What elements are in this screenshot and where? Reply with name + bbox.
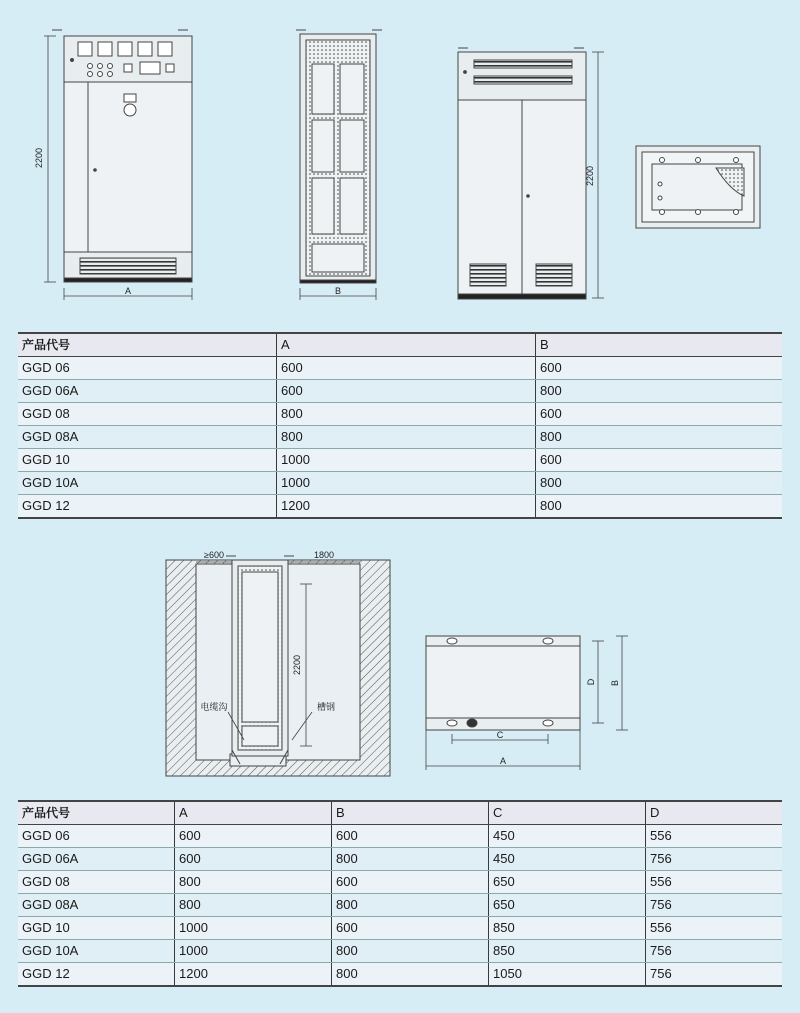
table-row xyxy=(18,495,782,519)
table-row xyxy=(18,449,782,472)
table-row xyxy=(18,380,782,403)
cell-c: 650 xyxy=(489,871,646,894)
front-view xyxy=(52,30,192,282)
dimension-table-abcd xyxy=(18,800,782,987)
cell-b: 600 xyxy=(536,357,783,380)
cell-product-code: GGD 08A xyxy=(18,426,277,449)
cell-b: 600 xyxy=(332,917,489,940)
dim-c-label: C xyxy=(496,730,504,740)
cell-product-code: GGD 08A xyxy=(18,894,175,917)
table-row xyxy=(18,871,782,894)
header-d: D xyxy=(646,801,783,825)
cell-product-code: GGD 06 xyxy=(18,825,175,848)
front-height-label: 2200 xyxy=(34,147,44,169)
header-product-code: 产品代号 xyxy=(18,801,175,825)
cell-a: 1000 xyxy=(175,917,332,940)
cell-a: 600 xyxy=(175,848,332,871)
cell-product-code: GGD 12 xyxy=(18,963,175,987)
table-row xyxy=(18,357,782,380)
cell-a: 1200 xyxy=(175,963,332,987)
cell-a: 600 xyxy=(277,380,536,403)
dim-b-label: B xyxy=(610,679,620,687)
header-product-code: 产品代号 xyxy=(18,333,277,357)
cell-a: 800 xyxy=(277,403,536,426)
cell-product-code: GGD 06A xyxy=(18,848,175,871)
top-plan-view xyxy=(636,146,760,228)
table-row xyxy=(18,426,782,449)
installation-drawings xyxy=(0,540,800,790)
table-header-row xyxy=(18,333,782,357)
cell-product-code: GGD 10 xyxy=(18,449,277,472)
cell-product-code: GGD 06A xyxy=(18,380,277,403)
cell-b: 800 xyxy=(332,963,489,987)
table-row xyxy=(18,403,782,426)
install-height-label: 2200 xyxy=(292,654,302,676)
cell-d: 756 xyxy=(646,894,783,917)
cell-d: 556 xyxy=(646,917,783,940)
cell-a: 800 xyxy=(175,894,332,917)
cell-c: 450 xyxy=(489,848,646,871)
front-width-label: A xyxy=(124,286,132,296)
cell-a: 1000 xyxy=(277,472,536,495)
cell-a: 1000 xyxy=(175,940,332,963)
cell-product-code: GGD 08 xyxy=(18,871,175,894)
cell-a: 800 xyxy=(175,871,332,894)
table-row xyxy=(18,848,782,871)
table-row xyxy=(18,472,782,495)
cell-d: 556 xyxy=(646,871,783,894)
table-row xyxy=(18,825,782,848)
cell-a: 1200 xyxy=(277,495,536,519)
cell-b: 600 xyxy=(536,449,783,472)
cell-product-code: GGD 10 xyxy=(18,917,175,940)
header-a: A xyxy=(277,333,536,357)
dim-d-label: D xyxy=(586,678,596,686)
table-row xyxy=(18,940,782,963)
cell-c: 850 xyxy=(489,940,646,963)
cell-b: 800 xyxy=(536,495,783,519)
cell-d: 756 xyxy=(646,940,783,963)
cell-d: 756 xyxy=(646,963,783,987)
cable-trench-label: 电缆沟 xyxy=(200,702,228,712)
cell-product-code: GGD 08 xyxy=(18,403,277,426)
cell-b: 800 xyxy=(332,940,489,963)
cell-c: 1050 xyxy=(489,963,646,987)
header-a: A xyxy=(175,801,332,825)
frame-width-label: B xyxy=(334,286,342,296)
room-section-view xyxy=(166,556,390,776)
table-header-row xyxy=(18,801,782,825)
table-row xyxy=(18,963,782,987)
cell-product-code: GGD 10A xyxy=(18,472,277,495)
cell-b: 600 xyxy=(332,825,489,848)
installation-svg xyxy=(0,540,800,790)
cell-b: 800 xyxy=(536,380,783,403)
cell-product-code: GGD 10A xyxy=(18,940,175,963)
cell-b: 600 xyxy=(332,871,489,894)
back-view xyxy=(458,48,586,299)
cabinet-elevation-drawings xyxy=(0,0,800,315)
cell-a: 600 xyxy=(175,825,332,848)
front-height-dimension xyxy=(44,36,56,282)
channel-steel-label: 槽钢 xyxy=(316,702,336,712)
dimension-table-ab xyxy=(18,332,782,519)
cabinet-elevation-svg xyxy=(0,0,800,315)
header-c: C xyxy=(489,801,646,825)
header-b: B xyxy=(332,801,489,825)
frame-view xyxy=(296,30,382,283)
cell-b: 600 xyxy=(536,403,783,426)
cell-product-code: GGD 12 xyxy=(18,495,277,519)
cell-b: 800 xyxy=(332,848,489,871)
cell-d: 756 xyxy=(646,848,783,871)
cell-a: 800 xyxy=(277,426,536,449)
cell-c: 450 xyxy=(489,825,646,848)
cell-d: 556 xyxy=(646,825,783,848)
cell-c: 850 xyxy=(489,917,646,940)
front-gap-label: ≥600 xyxy=(204,550,224,560)
cell-c: 650 xyxy=(489,894,646,917)
cell-b: 800 xyxy=(536,472,783,495)
cell-a: 1000 xyxy=(277,449,536,472)
header-b: B xyxy=(536,333,783,357)
cell-product-code: GGD 06 xyxy=(18,357,277,380)
cell-a: 600 xyxy=(277,357,536,380)
table-row xyxy=(18,917,782,940)
cell-b: 800 xyxy=(332,894,489,917)
back-height-label: 2200 xyxy=(585,165,595,187)
rear-gap-label: 1800 xyxy=(313,550,335,560)
cell-b: 800 xyxy=(536,426,783,449)
table-row xyxy=(18,894,782,917)
base-plan-view xyxy=(426,636,580,730)
dim-a-label: A xyxy=(499,756,507,766)
